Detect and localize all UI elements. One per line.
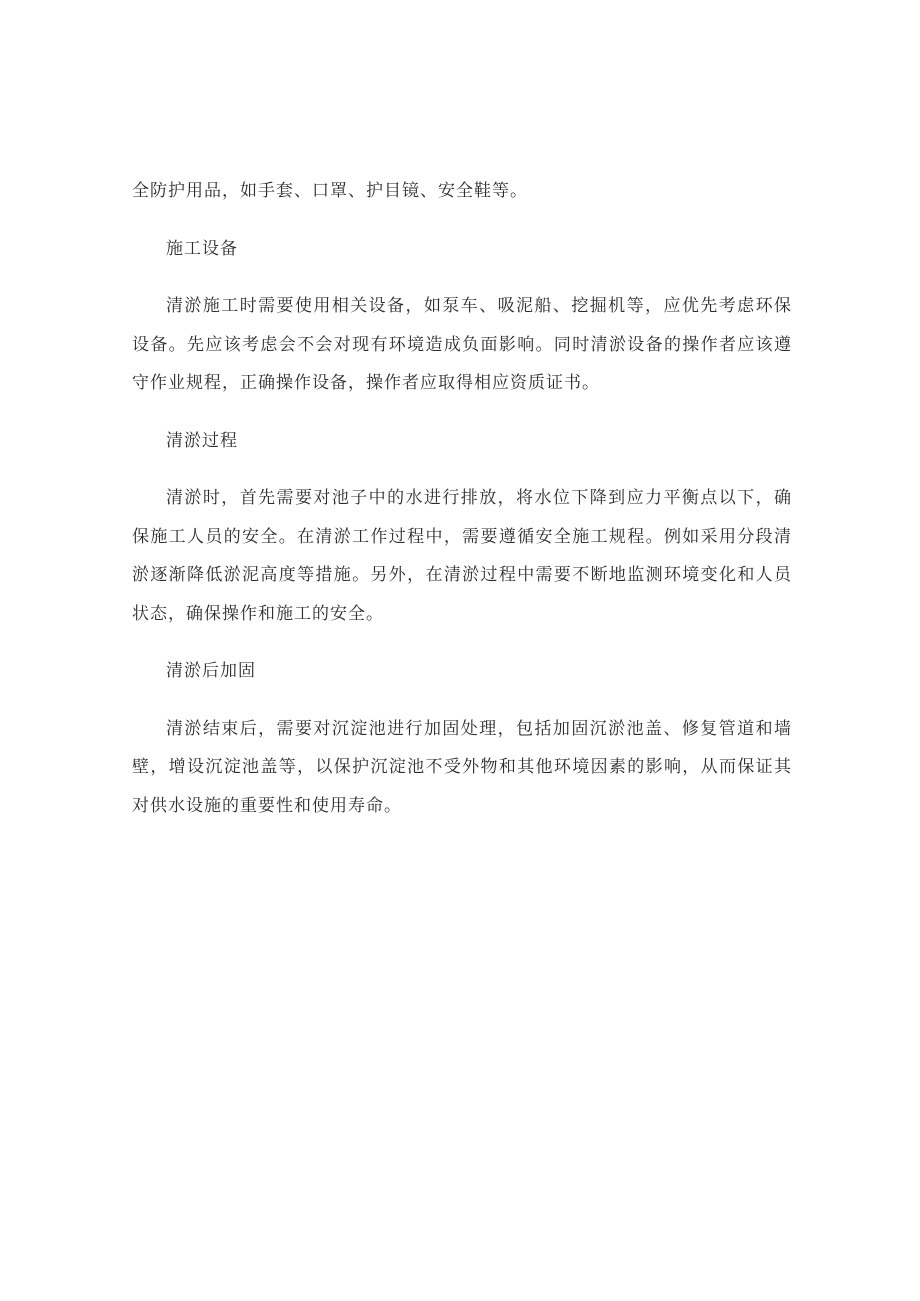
section-heading-dredging-process: 清淤过程 bbox=[166, 430, 238, 451]
paragraph-post-dredging-reinforcement: 清淤结束后，需要对沉淀池进行加固处理，包括加固沉淤池盖、修复管道和墙壁，增设沉淀池盖等，以保护沉淀池不受外物和其他环境因素的影响，从而保证其对供水设施的重要性和使用寿命。 bbox=[132, 718, 792, 816]
section-heading-post-dredging-reinforcement: 清淤后加固 bbox=[166, 661, 256, 681]
document-body bbox=[132, 172, 792, 825]
paragraph-construction-equipment: 清淤施工时需要使用相关设备，如泵车、吸泥船、挖掘机等，应优先考虑环保设备。先应该考虑会不会对现有环境造成负面影响。同时清淤设备的操作者应该遵守作业规程，正确操作设备，操作者应取得相应资质证书。 bbox=[132, 296, 792, 393]
paragraph-dredging-process: 清淤时，首先需要对池子中的水进行排放，将水位下降到应力平衡点以下，确保施工人员的安全。在清淤工作过程中，需要遵循安全施工规程。例如采用分段清淤逐渐降低淤泥高度等措施。另外，在清淤过程中需要不断地监测环境变化和人员状态，确保操作和施工的安全。 bbox=[132, 488, 792, 624]
section-heading-construction-equipment: 施工设备 bbox=[166, 238, 238, 259]
continued-paragraph: 全防护用品，如手套、口罩、护目镜、安全鞋等。 bbox=[132, 181, 528, 201]
